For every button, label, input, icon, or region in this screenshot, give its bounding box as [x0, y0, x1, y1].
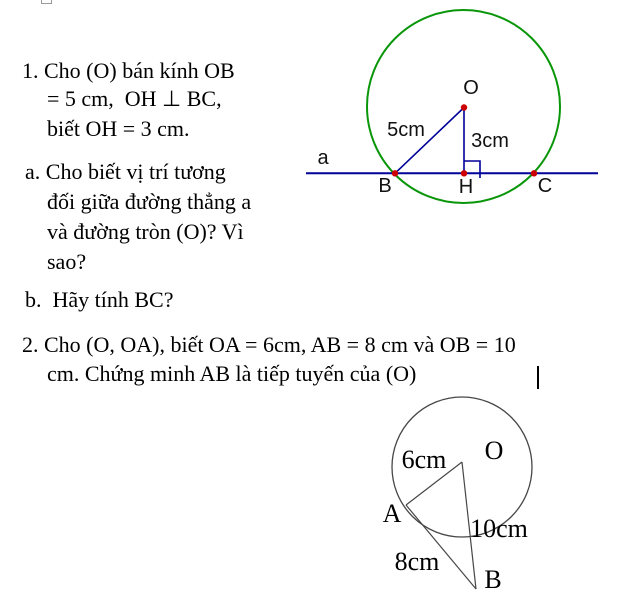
- point-O: [461, 104, 467, 110]
- problem1a-line1: a. Cho biết vị trí tương: [25, 159, 226, 184]
- problem1-line1: 1. Cho (O) bán kính OB: [22, 58, 235, 83]
- problem2-line1: 2. Cho (O, OA), biết OA = 6cm, AB = 8 cm và OB = 10: [22, 332, 516, 357]
- diagram2-label-6cm: 6cm: [401, 445, 447, 474]
- diagram2-label-B: B: [484, 565, 502, 594]
- problem1a-line4: sao?: [47, 249, 87, 274]
- selection-handle[interactable]: [41, 0, 52, 4]
- diagram1-label-C: C: [537, 175, 553, 197]
- problem1a-line3: và đường tròn (O)? Vì: [47, 219, 244, 244]
- problem1-line3: biết OH = 3 cm.: [47, 116, 190, 141]
- problem1-line2: = 5 cm, OH ⊥ BC,: [47, 86, 222, 111]
- diagram1-label-B: B: [378, 175, 392, 197]
- problem1a-line2: đối giữa đường thẳng a: [47, 189, 252, 214]
- diagram1-label-O: O: [463, 77, 479, 99]
- diagram1-label-a: a: [317, 147, 329, 169]
- diagram2-label-O: O: [484, 436, 504, 465]
- problem1b-line: b. Hãy tính BC?: [25, 287, 174, 312]
- diagram1-label-5cm: 5cm: [387, 119, 425, 141]
- diagram1-label-3cm: 3cm: [471, 130, 509, 152]
- diagram2-label-10cm: 10cm: [470, 514, 528, 543]
- point-C: [531, 170, 537, 176]
- diagram1-label-H: H: [458, 176, 474, 198]
- problem2-line2: cm. Chứng minh AB là tiếp tuyến của (O): [47, 361, 417, 386]
- diagram2-label-8cm: 8cm: [394, 547, 440, 576]
- text-caret: [537, 366, 539, 389]
- diagram2-label-A: A: [382, 499, 402, 528]
- point-B: [392, 170, 398, 176]
